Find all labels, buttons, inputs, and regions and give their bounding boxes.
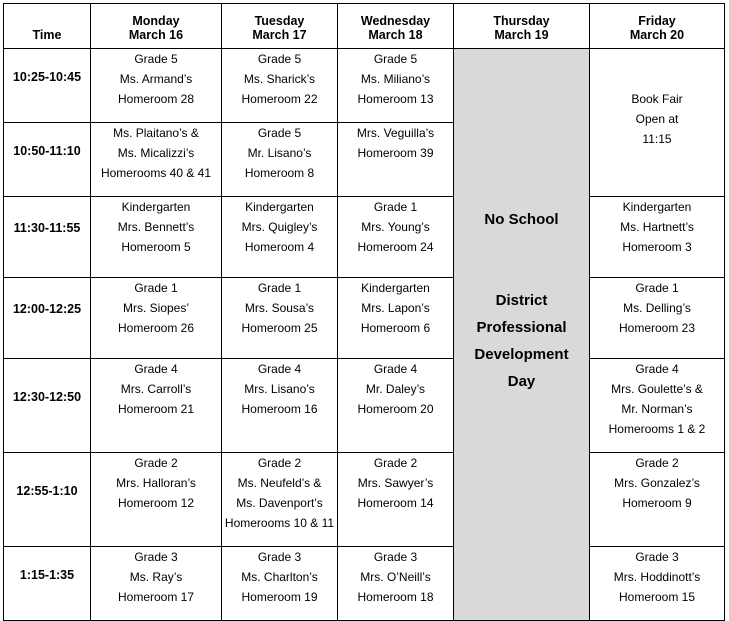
cell-line: Ms. Miliano’s (360, 72, 431, 86)
class-cell (222, 197, 338, 278)
schedule-table (3, 3, 725, 621)
cell-line: Ms. Delling’s (623, 301, 691, 315)
cell-line: Homeroom 5 (121, 240, 191, 254)
day-header (338, 4, 454, 49)
table-row (4, 359, 725, 453)
class-cell (222, 49, 338, 123)
cell-line: Grade 4 (257, 362, 302, 376)
day-name: Thursday (493, 14, 550, 28)
table-row (4, 547, 725, 621)
book-fair-cell (590, 49, 725, 197)
cell-line: Ms. Neufeld’s & (237, 476, 322, 490)
cell-line: Grade 3 (257, 550, 302, 564)
class-cell (338, 123, 454, 197)
cell-line: Homeroom 21 (117, 402, 195, 416)
class-cell (338, 278, 454, 359)
cell-line: Book Fair (631, 91, 683, 106)
table-row (4, 453, 725, 547)
cell-line: Homeroom 4 (244, 240, 315, 254)
time-slot: 11:30-11:55 (4, 197, 91, 278)
cell-line: Homeroom 6 (360, 321, 431, 335)
cell-line: Mrs. Sawyer’s (357, 476, 434, 490)
cell-line: Mrs. Siopes’ (122, 301, 190, 315)
cell-line: Homeroom 14 (357, 496, 434, 510)
cell-line: Grade 3 (635, 550, 679, 564)
cell-line: Homeroom 25 (241, 321, 318, 335)
class-cell (338, 197, 454, 278)
cell-line: Mrs. Halloran’s (116, 476, 196, 490)
class-cell (590, 359, 725, 453)
cell-line: Grade 4 (635, 362, 679, 376)
cell-line (454, 260, 589, 287)
cell-line: Homeroom 18 (357, 590, 434, 604)
cell-line: Grade 2 (373, 456, 418, 470)
cell-line: Homeroom 23 (618, 321, 696, 335)
class-cell (590, 453, 725, 547)
cell-line: Homeroom 13 (357, 92, 434, 106)
cell-line: Mrs. Carroll’s (120, 382, 192, 396)
cell-line: Day (507, 373, 536, 390)
cell-line: Mr. Lisano’s (247, 146, 312, 160)
cell-line: Ms. Charlton’s (241, 570, 318, 584)
cell-line: Grade 3 (373, 550, 418, 564)
cell-line: Homeroom 26 (117, 321, 195, 335)
cell-line: Open at (635, 111, 679, 126)
cell-line: Grade 4 (373, 362, 418, 376)
day-date: March 20 (629, 28, 685, 42)
class-cell (91, 197, 222, 278)
cell-line: Grade 2 (134, 456, 178, 470)
cell-line: Ms. Davenport’s (236, 496, 323, 510)
cell-line: Grade 1 (373, 200, 418, 214)
time-slot: 12:00-12:25 (4, 278, 91, 359)
class-cell (338, 49, 454, 123)
cell-line: Homerooms 10 & 11 (224, 516, 335, 530)
cell-line: 11:15 (642, 131, 672, 146)
day-date: March 17 (252, 28, 307, 42)
class-cell (91, 123, 222, 197)
cell-line: Homeroom 3 (622, 240, 692, 254)
cell-line: Grade 3 (134, 550, 178, 564)
cell-line: Professional (476, 319, 567, 336)
cell-line: Mrs. Bennett’s (117, 220, 195, 234)
day-date: March 18 (368, 28, 423, 42)
class-cell (338, 453, 454, 547)
cell-line (590, 338, 724, 358)
cell-line: Grade 5 (373, 52, 418, 66)
day-header (454, 4, 590, 49)
cell-line: Kindergarten (121, 200, 191, 214)
class-cell (338, 359, 454, 453)
cell-line: Grade 1 (257, 281, 302, 295)
cell-line: Ms. Hartnett’s (620, 220, 694, 234)
cell-line: Mr. Daley’s (365, 382, 426, 396)
cell-line: Homeroom 22 (241, 92, 318, 106)
class-cell (91, 453, 222, 547)
cell-line: Grade 5 (134, 52, 178, 66)
cell-line: Ms. Ray’s (129, 570, 183, 584)
table-row (4, 197, 725, 278)
day-name: Tuesday (254, 14, 305, 28)
cell-line: Homeroom 8 (244, 166, 315, 180)
cell-line: No School (484, 211, 559, 228)
class-cell (222, 123, 338, 197)
cell-line: Kindergarten (622, 200, 692, 214)
cell-line: Kindergarten (245, 200, 314, 214)
class-cell (91, 278, 222, 359)
cell-line: Mrs. O’Neill’s (360, 570, 431, 584)
cell-line: Grade 4 (134, 362, 178, 376)
cell-line: Homeroom 28 (117, 92, 195, 106)
cell-line: Mrs. Young’s (361, 220, 430, 234)
cell-line: Mrs. Quigley’s (241, 220, 318, 234)
day-name: Wednesday (360, 14, 431, 28)
cell-line: Grade 2 (257, 456, 302, 470)
time-slot: 1:15-1:35 (4, 547, 91, 621)
time-slot: 10:50-11:10 (4, 123, 91, 197)
cell-line (338, 163, 453, 183)
cell-line: Homeroom 39 (357, 146, 434, 160)
cell-line: Homeroom 17 (117, 590, 195, 604)
day-header (91, 4, 222, 49)
cell-line: Homeroom 24 (357, 240, 434, 254)
cell-line: Mrs. Goulette’s & (611, 382, 703, 396)
cell-line: Grade 1 (134, 281, 178, 295)
cell-line: Homeroom 12 (117, 496, 195, 510)
time-header: Time (4, 4, 91, 49)
cell-line: Mrs. Lisano’s (244, 382, 315, 396)
cell-line: Kindergarten (361, 281, 430, 295)
class-cell (91, 547, 222, 621)
cell-line: Mrs. Sousa’s (244, 301, 315, 315)
cell-line: Ms. Micalizzi’s (117, 146, 195, 160)
class-cell (91, 359, 222, 453)
day-name: Monday (132, 14, 180, 28)
cell-line: Grade 2 (635, 456, 679, 470)
table-row (4, 49, 725, 123)
class-cell (222, 453, 338, 547)
cell-line: Mr. Norman’s (621, 402, 693, 416)
cell-line: Homerooms 40 & 41 (100, 166, 212, 180)
class-cell (222, 359, 338, 453)
cell-line: Homeroom 20 (357, 402, 434, 416)
class-cell (222, 547, 338, 621)
cell-line: Homerooms 1 & 2 (608, 422, 706, 436)
header-row (4, 4, 725, 49)
day-header (222, 4, 338, 49)
day-date: March 19 (494, 28, 549, 42)
table-row (4, 278, 725, 359)
cell-line: Ms. Armand’s (119, 72, 193, 86)
day-date: March 16 (128, 28, 184, 42)
class-cell (338, 547, 454, 621)
cell-line (590, 257, 724, 277)
cell-line: Development (474, 346, 569, 363)
cell-line: Mrs. Hoddinott’s (613, 570, 701, 584)
cell-line: Homeroom 16 (241, 402, 318, 416)
cell-line: Grade 5 (257, 126, 302, 140)
no-school-cell (454, 49, 590, 621)
cell-line: Homeroom 9 (622, 496, 692, 510)
cell-line: Grade 1 (635, 281, 679, 295)
class-cell (590, 197, 725, 278)
class-cell (91, 49, 222, 123)
class-cell (222, 278, 338, 359)
cell-line: Mrs. Gonzalez’s (614, 476, 700, 490)
day-name: Friday (638, 14, 676, 28)
cell-line: Homeroom 19 (241, 590, 318, 604)
class-cell (590, 547, 725, 621)
time-slot: 10:25-10:45 (4, 49, 91, 123)
cell-line: Mrs. Lapon’s (361, 301, 430, 315)
cell-line: Grade 5 (257, 52, 302, 66)
cell-line: Ms. Plaitano’s & (113, 126, 199, 140)
time-slot: 12:30-12:50 (4, 359, 91, 453)
cell-line: Mrs. Veguilla’s (356, 126, 435, 140)
cell-line (454, 233, 589, 260)
cell-line: District (495, 292, 548, 309)
cell-line: Ms. Sharick’s (243, 72, 316, 86)
day-header (590, 4, 725, 49)
time-slot: 12:55-1:10 (4, 453, 91, 547)
class-cell (590, 278, 725, 359)
cell-line: Homeroom 15 (618, 590, 696, 604)
